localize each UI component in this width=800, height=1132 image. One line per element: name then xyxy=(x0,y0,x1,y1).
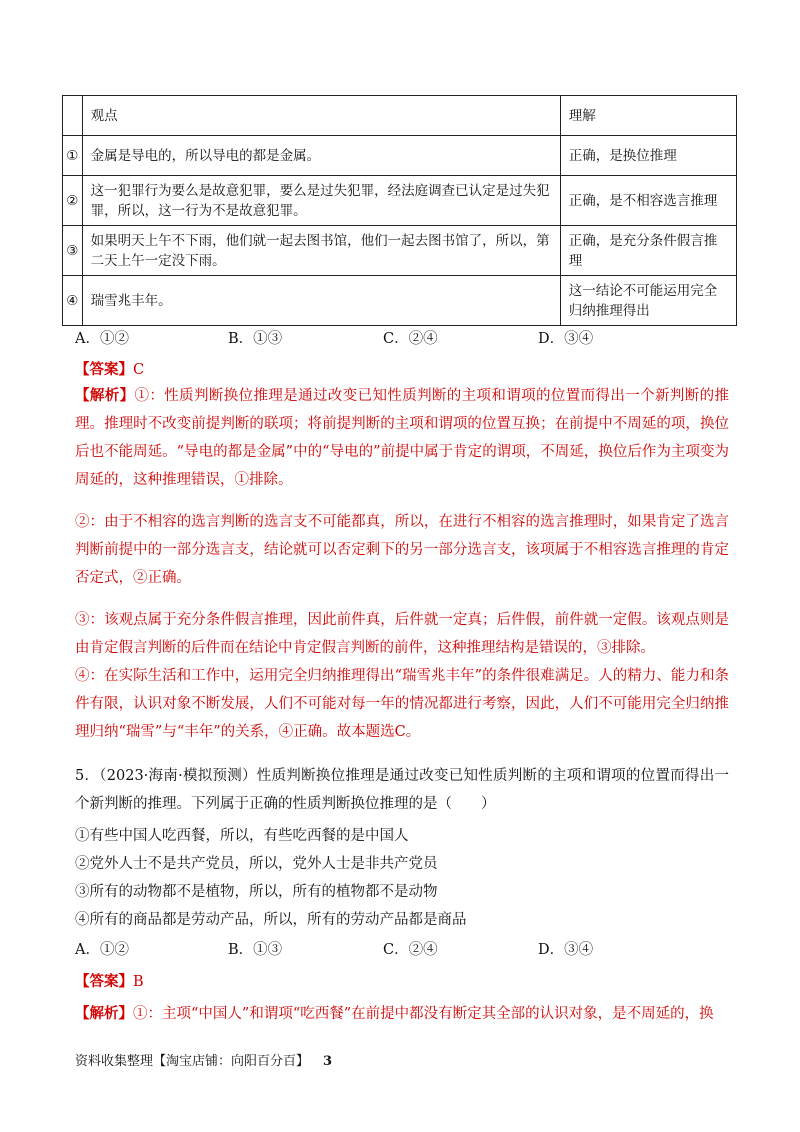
q5-item-4: ④所有的商品都是劳动产品，所以，所有的劳动产品都是商品 xyxy=(75,912,467,928)
q4-analysis-para-1 xyxy=(75,382,729,494)
footer-text: 资料收集整理【淘宝店铺：向阳百分百】 xyxy=(75,1054,310,1069)
header-understanding-cell: 理解 xyxy=(560,96,736,136)
q4-option-b: B．①③ xyxy=(228,331,283,347)
row-understanding: 正确，是换位推理 xyxy=(560,136,736,176)
q4-analysis-para-4: ④：在实际生活和工作中，运用完全归纳推理得出“瑞雪兆丰年”的条件很难满足。人的精力、能力和条件有限，认识对象不断发展，人们不可能对每一年的情况都进行考察，因此，人们不可能用完全归纳推理归纳“瑞雪”与“丰年”的关系，④正确。故本题选C。 xyxy=(75,668,729,740)
q5-option-d: D．③④ xyxy=(538,942,594,958)
q5-answer xyxy=(75,970,144,991)
page-footer xyxy=(75,1050,332,1069)
row-understanding: 正确，是不相容选言推理 xyxy=(560,176,736,226)
answer-value: B xyxy=(133,974,144,990)
q4-option-c: C．②④ xyxy=(383,331,438,347)
q4-analysis-para-3: ③：该观点属于充分条件假言推理，因此前件真，后件就一定真；后件假，前件就一定假。该观点则是由肯定假言判断的后件而在结论中肯定假言判断的前件，这种推理结构是错误的，③排除。 xyxy=(75,612,729,656)
q5-item-1: ①有些中国人吃西餐，所以，有些吃西餐的是中国人 xyxy=(75,828,409,844)
row-num: ③ xyxy=(63,226,83,276)
analysis-label: 【解析】 xyxy=(75,387,135,404)
row-view: 如果明天上午不下雨，他们就一起去图书馆，他们一起去图书馆了，所以，第二天上午一定没下雨。 xyxy=(82,226,560,276)
row-understanding: 正确，是充分条件假言推理 xyxy=(560,226,736,276)
analysis-text: ①：性质判断换位推理是通过改变已知性质判断的主项和谓项的位置而得出一个新判断的推理。推理时不改变前提判断的联项；将前提判断的主项和谓项的位置互换；在前提中不周延的项，换位后也不能周延。“导电的都是金属”中的“导电的”前提中属于肯定的谓项，不周延，换位后作为主项变为周延的，这种推理错误，①排除。 xyxy=(75,388,730,488)
q5-option-a: A．①② xyxy=(75,942,129,958)
table-row xyxy=(63,226,737,276)
row-num: ① xyxy=(63,136,83,176)
row-view: 金属是导电的，所以导电的都是金属。 xyxy=(82,136,560,176)
q5-item-2: ②党外人士不是共产党员，所以，党外人士是非共产党员 xyxy=(75,856,438,872)
q4-option-a: A．①② xyxy=(75,331,129,347)
row-view: 这一犯罪行为要么是故意犯罪，要么是过失犯罪，经法庭调查已认定是过失犯罪，所以，这一行为不是故意犯罪。 xyxy=(82,176,560,226)
q4-answer xyxy=(75,358,144,379)
page-number: 3 xyxy=(323,1054,333,1069)
header-num-cell xyxy=(63,96,83,136)
q4-analysis-para-2: ②：由于不相容的选言判断的选言支不可能都真，所以，在进行不相容的选言推理时，如果肯定了选言判断前提中的一部分选言支，结论就可以否定剩下的另一部分选言支，该项属于不相容选言推理的肯定否定式，②正确。 xyxy=(75,514,729,586)
analysis-label: 【解析】 xyxy=(75,1005,133,1022)
q5-stem: 5．（2023·海南·模拟预测）性质判断换位推理是通过改变已知性质判断的主项和谓项的位置而得出一个新判断的推理。下列属于正确的性质判断换位推理的是（ ） xyxy=(75,768,729,812)
table-row xyxy=(63,176,737,226)
header-view-cell: 观点 xyxy=(82,96,560,136)
table-row xyxy=(63,136,737,176)
row-num: ② xyxy=(63,176,83,226)
q5-option-b: B．①③ xyxy=(228,942,283,958)
table-header-row xyxy=(63,96,737,136)
q5-analysis xyxy=(75,1000,729,1028)
q4-option-d: D．③④ xyxy=(538,331,594,347)
row-view: 瑞雪兆丰年。 xyxy=(82,276,560,326)
row-understanding: 这一结论不可能运用完全归纳推理得出 xyxy=(560,276,736,326)
answer-value: C xyxy=(133,362,145,378)
analysis-text: ①：主项“中国人”和谓项“吃西餐”在前提中都没有断定其全部的认识对象，是不周延的，换 xyxy=(133,1006,714,1022)
row-num: ④ xyxy=(63,276,83,326)
q5-option-c: C．②④ xyxy=(383,942,438,958)
answer-label: 【答案】 xyxy=(75,361,133,378)
table-row xyxy=(63,276,737,326)
q5-item-3: ③所有的动物都不是植物，所以，所有的植物都不是动物 xyxy=(75,884,438,900)
reasoning-table xyxy=(62,95,737,326)
answer-label: 【答案】 xyxy=(75,973,133,990)
